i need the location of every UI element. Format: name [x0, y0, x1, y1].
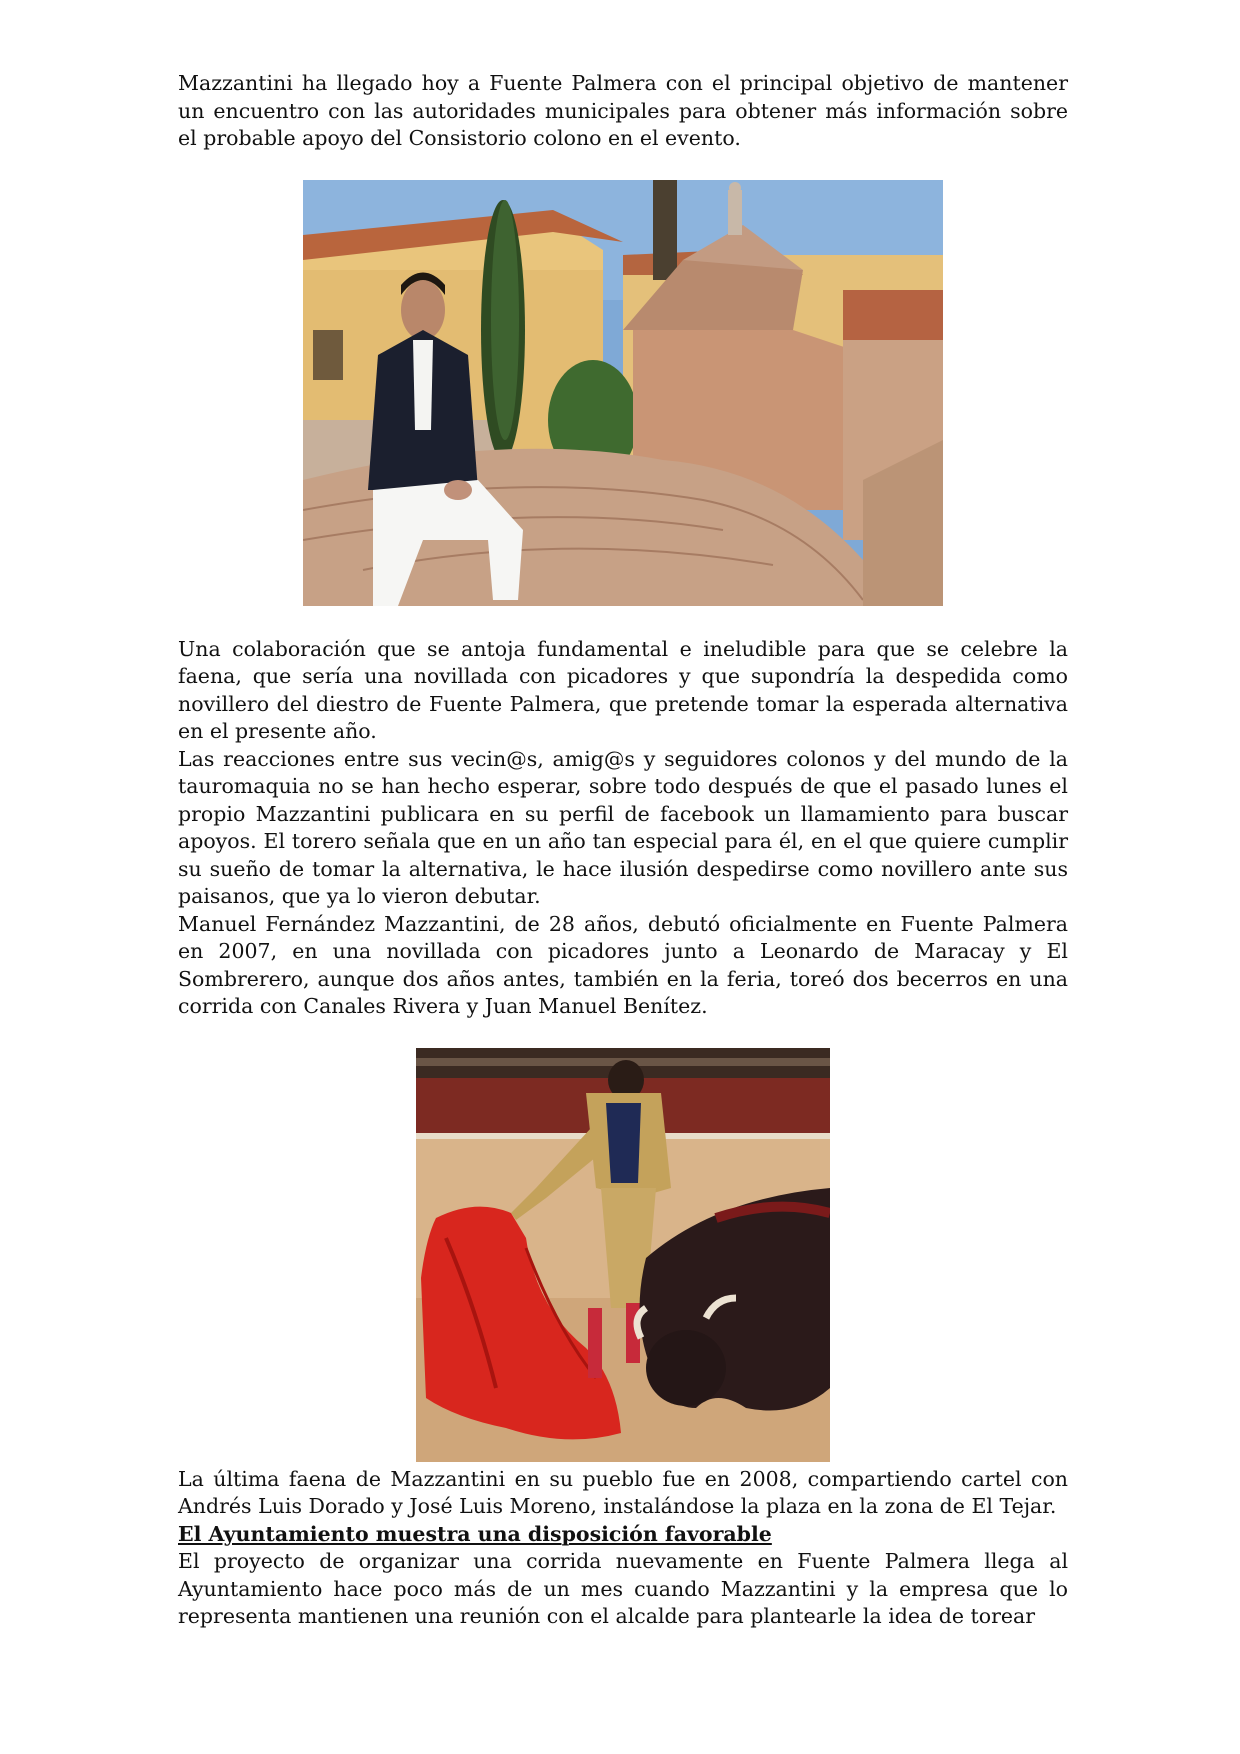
photo-mazzantini-rooftop: [303, 180, 943, 606]
paragraph-colaboracion: Una colaboración que se antoja fundamental e ineludible para que se celebre la faena, que sería una novillada con picadores y que supondría la despedida como novillero del diestro de Fuente Palmera, que pretende tomar la esperada alternativa en el presente año.: [178, 636, 1068, 743]
paragraph-proyecto: El proyecto de organizar una corrida nuevamente en Fuente Palmera llega al Ayuntamiento hace poco más de un mes cuando Mazzantini y la empresa que lo representa mantienen una reunión con el alcalde para plantearle la idea de torear: [178, 1549, 1068, 1628]
photo-bullfighter: [416, 1048, 830, 1462]
section-heading: El Ayuntamiento muestra una disposición favorable: [178, 1521, 772, 1546]
paragraph-debut: Manuel Fernández Mazzantini, de 28 años, debutó oficialmente en Fuente Palmera en 2007, en una novillada con picadores junto a Leonardo de Maracay y El Sombrerero, aunque dos años antes, también en la feria, toreó dos becerros en una corrida con Canales Rivera y Juan Manuel Benítez.: [178, 911, 1068, 1018]
paragraph-reacciones: Las reacciones entre sus vecin@s, amig@s y seguidores colonos y del mundo de la tauromaquia no se han hecho esperar, sobre todo después de que el pasado lunes el propio Mazzantini publicara en su perfil de facebook un llamamiento para buscar apoyos. El torero señala que en un año tan especial para él, en el que quiere cumplir su sueño de tomar la alternativa, le hace ilusión despedirse como novillero ante sus paisanos, que ya lo vieron debutar.: [178, 746, 1068, 908]
document-page: [178, 70, 1068, 1631]
intro-paragraph: Mazzantini ha llegado hoy a Fuente Palmera con el principal objetivo de mantener un encuentro con las autoridades municipales para obtener más información sobre el probable apoyo del Consistorio colono en el evento.: [178, 71, 1068, 150]
paragraph-ultima-faena: La última faena de Mazzantini en su pueblo fue en 2008, compartiendo cartel con Andrés Luis Dorado y José Luis Moreno, instalándose la plaza en la zona de El Tejar.: [178, 1466, 1068, 1518]
